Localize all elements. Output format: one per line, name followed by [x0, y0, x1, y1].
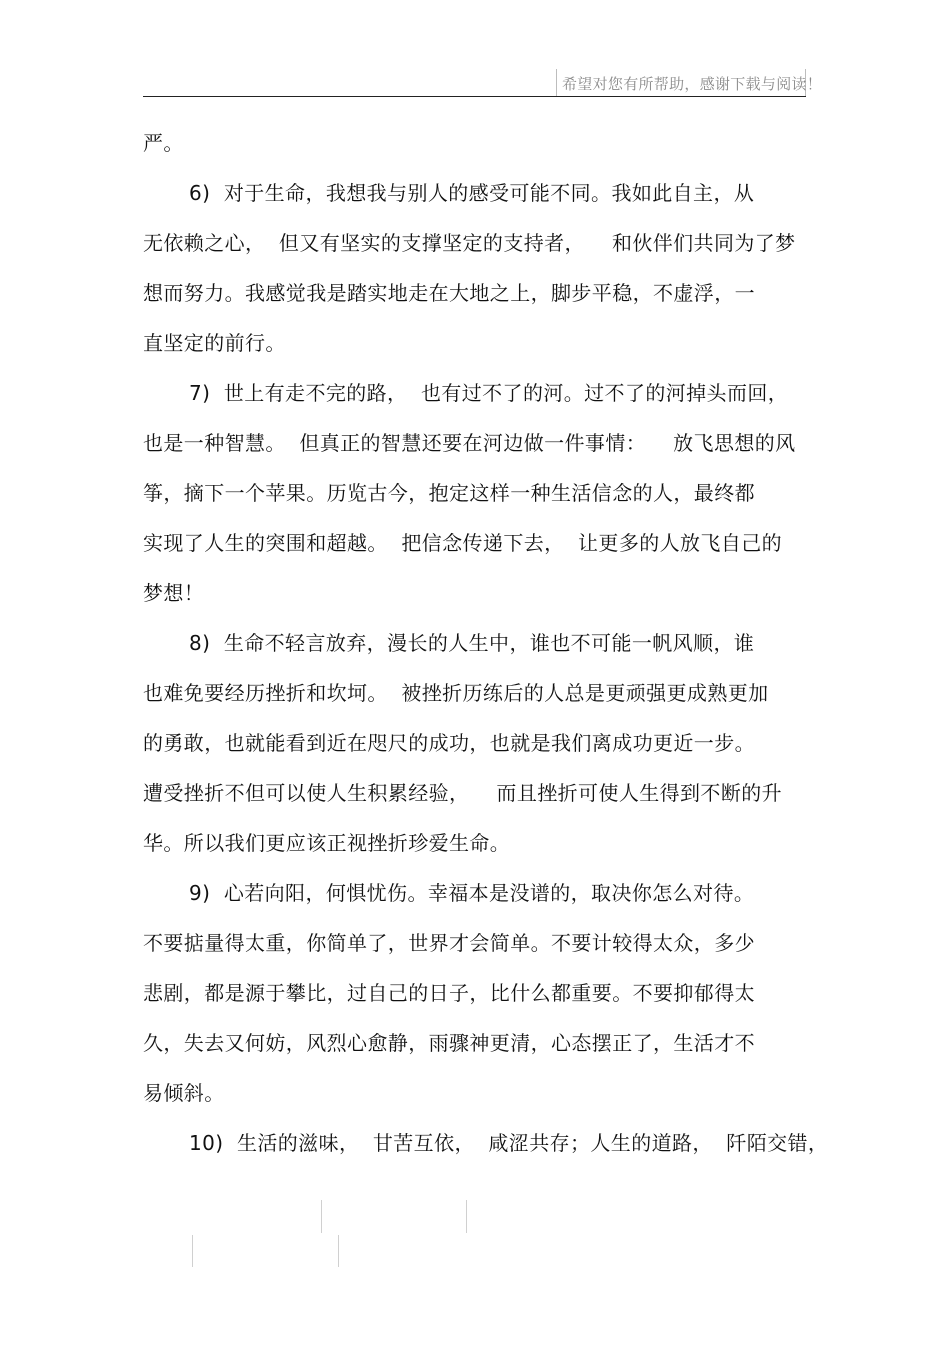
body-line: 悲剧，都是源于攀比，过自己的日子，比什么都重要。不要抑郁得太 — [143, 981, 755, 1005]
body-line: 也难免要经历挫折和坎坷。 被挫折历练后的人总是更顽强更成熟更加 — [143, 681, 769, 705]
body-line: 也是一种智慧。 但真正的智慧还要在河边做一件事情： 放飞思想的风 — [143, 431, 796, 455]
body-line: 久，失去又何妨，风烈心愈静，雨骤神更清，心态摆正了，生活才不 — [143, 1031, 755, 1055]
paragraph-8-first-line: 8) 生命不轻言放弃，漫长的人生中，谁也不可能一帆风顺，谁 — [189, 631, 755, 655]
body-line: 不要掂量得太重，你简单了，世界才会简单。不要计较得太众，多少 — [143, 931, 755, 955]
decorative-rule — [466, 1200, 467, 1233]
body-line: 的勇敢，也就能看到近在咫尺的成功，也就是我们离成功更近一步。 — [143, 731, 755, 755]
body-line: 无依赖之心， 但又有坚实的支撑坚定的支持者， 和伙伴们共同为了梦 — [143, 231, 796, 255]
body-line: 严。 — [143, 131, 184, 155]
decorative-rule — [321, 1200, 322, 1233]
header-rule — [143, 96, 806, 97]
body-line: 易倾斜。 — [143, 1081, 225, 1105]
paragraph-9-first-line: 9) 心若向阳，何惧忧伤。幸福本是没谱的，取决你怎么对待。 — [189, 881, 755, 905]
paragraph-10-first-line: 10) 生活的滋味， 甘苦互依， 咸涩共存；人生的道路， 阡陌交错， — [189, 1131, 829, 1155]
paragraph-6-first-line: 6) 对于生命，我想我与别人的感受可能不同。我如此自主，从 — [189, 181, 755, 205]
body-line: 想而努力。我感觉我是踏实地走在大地之上，脚步平稳，不虚浮，一 — [143, 281, 755, 305]
header-note: 希望对您有所帮助，感谢下载与阅读！ — [562, 75, 823, 93]
body-line: 筝，摘下一个苹果。历览古今，抱定这样一种生活信念的人，最终都 — [143, 481, 755, 505]
decorative-rule — [338, 1235, 339, 1267]
body-line: 华。所以我们更应该正视挫折珍爱生命。 — [143, 831, 511, 855]
body-line: 遭受挫折不但可以使人生积累经验， 而且挫折可使人生得到不断的升 — [143, 781, 783, 805]
decorative-rule — [192, 1235, 193, 1267]
body-line: 直坚定的前行。 — [143, 331, 286, 355]
body-line: 实现了人生的突围和超越。 把信念传递下去， 让更多的人放飞自己的 — [143, 531, 783, 555]
paragraph-7-first-line: 7) 世上有走不完的路， 也有过不了的河。过不了的河掉头而回， — [189, 381, 789, 405]
body-line: 梦想！ — [143, 581, 205, 605]
